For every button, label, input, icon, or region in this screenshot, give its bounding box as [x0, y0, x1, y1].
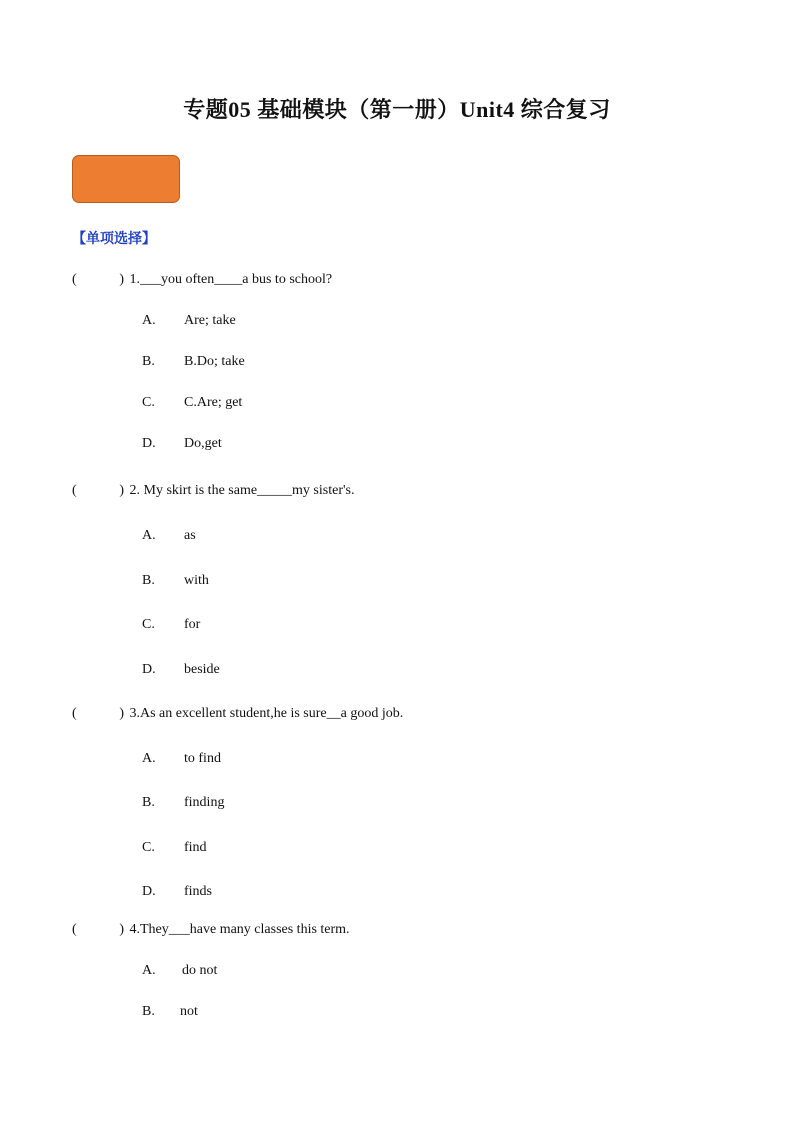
option-letter: B. — [142, 795, 155, 810]
question-stem: 1.___you often____a bus to school? — [129, 272, 333, 287]
option-text: Do,get — [184, 436, 222, 451]
answer-paren-open: ( — [72, 706, 77, 721]
option-1a — [142, 313, 236, 329]
option-text: Are; take — [184, 313, 236, 328]
option-letter: B. — [142, 1004, 155, 1019]
option-1c — [142, 395, 242, 411]
option-letter: D. — [142, 436, 156, 451]
option-4b — [142, 1004, 198, 1020]
option-1b — [142, 354, 245, 370]
option-letter: D. — [142, 662, 156, 677]
option-2b — [142, 573, 209, 589]
answer-paren-close: ) — [119, 922, 124, 937]
option-2a — [142, 528, 196, 544]
option-letter: C. — [142, 617, 155, 632]
option-text: C.Are; get — [184, 395, 243, 410]
answer-paren-close: ) — [119, 272, 124, 287]
question-2 — [72, 483, 354, 499]
answer-paren-open: ( — [72, 272, 77, 287]
option-3a — [142, 751, 221, 767]
option-text: do not — [182, 963, 218, 978]
question-4 — [72, 922, 350, 938]
answer-paren-open: ( — [72, 922, 77, 937]
option-letter: C. — [142, 840, 155, 855]
answer-paren-close: ) — [119, 706, 124, 721]
option-3b — [142, 795, 224, 811]
option-letter: A. — [142, 528, 156, 543]
option-text: B.Do; take — [184, 354, 245, 369]
option-letter: D. — [142, 884, 156, 899]
option-text: for — [184, 617, 201, 632]
option-letter: A. — [142, 963, 156, 978]
question-3 — [72, 706, 403, 722]
question-stem: 2. My skirt is the same_____my sister's. — [129, 483, 355, 498]
option-text: find — [184, 840, 207, 855]
option-4a — [142, 963, 217, 979]
option-text: to find — [184, 751, 221, 766]
option-letter: B. — [142, 354, 155, 369]
answer-paren-open: ( — [72, 483, 77, 498]
option-3d — [142, 884, 212, 900]
option-text: not — [180, 1004, 198, 1019]
option-text: beside — [184, 662, 220, 677]
option-1d — [142, 436, 222, 452]
option-text: finds — [184, 884, 212, 899]
option-3c — [142, 840, 207, 856]
option-letter: B. — [142, 573, 155, 588]
orange-label-box — [72, 155, 180, 203]
option-text: as — [184, 528, 196, 543]
section-heading: 【单项选择】 — [72, 232, 156, 247]
question-1 — [72, 272, 332, 288]
answer-paren-close: ) — [119, 483, 124, 498]
question-stem: 4.They___have many classes this term. — [129, 922, 350, 937]
option-text: finding — [184, 795, 225, 810]
page-title: 专题05 基础模块（第一册）Unit4 综合复习 — [183, 97, 611, 122]
option-2c — [142, 617, 200, 633]
option-letter: C. — [142, 395, 155, 410]
option-2d — [142, 662, 220, 678]
option-letter: A. — [142, 313, 156, 328]
question-stem: 3.As an excellent student,he is sure__a good job. — [129, 706, 404, 721]
option-letter: A. — [142, 751, 156, 766]
option-text: with — [184, 573, 209, 588]
